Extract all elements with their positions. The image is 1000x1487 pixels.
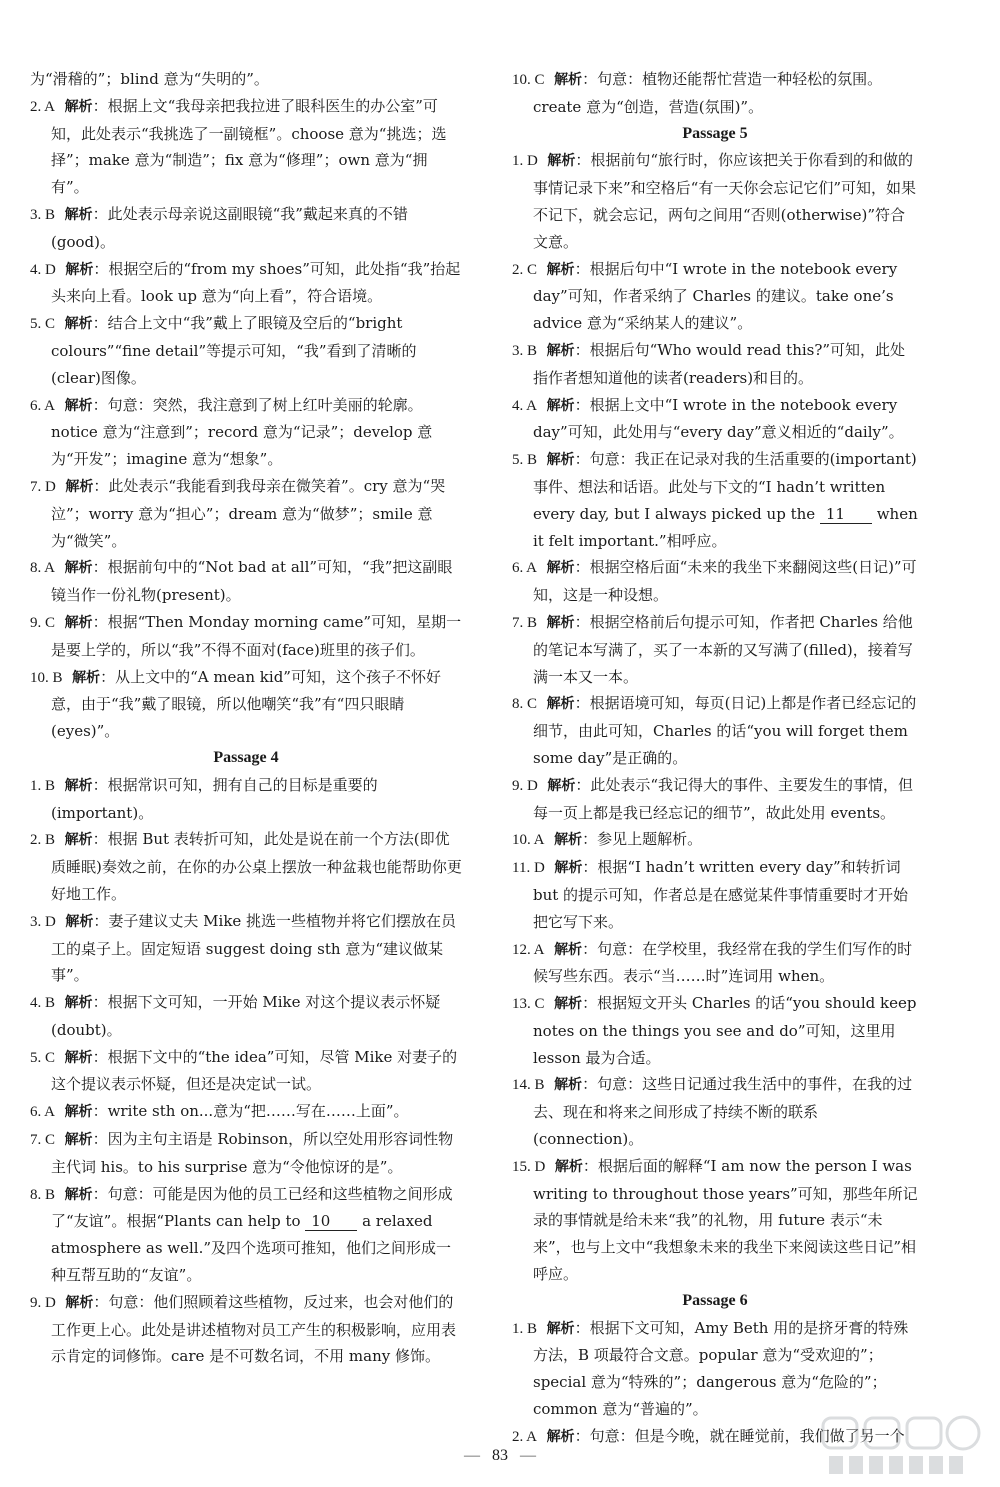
answer-item <box>512 446 918 554</box>
analysis-label: 解析 <box>554 941 583 958</box>
analysis-text: ：根据后面的解释“I am now the person I was writing to throughout those years”可知，那些年所记录的事情就是给未来“我”的礼物，用 future 表示“未来”，也与上文中“我想象未来的我坐下来阅读这些日记”相呼应。 <box>533 1156 918 1284</box>
answer-number: 12. A <box>512 941 545 958</box>
answer-number: 9. D <box>30 1294 56 1311</box>
analysis-text: ：根据空格后面“未来的我坐下来翻阅这些(日记)”可知，这是一种设想。 <box>533 558 917 605</box>
answer-item <box>30 609 462 664</box>
answer-item <box>512 1315 918 1423</box>
answer-number: 9. C <box>30 614 56 631</box>
analysis-text: ：根据上文中“I wrote in the notebook every day”可知，此处用与“every day”意义相近的“daily”。 <box>533 395 904 442</box>
answer-number: 10. A <box>512 832 545 849</box>
answer-number: 2. A <box>512 1428 538 1445</box>
analysis-text: ：此处表示“我能看到我母亲在微笑着”。cry 意为“哭泣”；worry 意为“担心”；dream 意为“做梦”；smile 意为“微笑”。 <box>51 476 446 550</box>
answer-item <box>30 554 462 609</box>
analysis-label: 解析 <box>64 1132 93 1149</box>
answer-number: 2. B <box>30 832 56 849</box>
page-number-value: 83 <box>492 1447 508 1464</box>
answer-number: 10. B <box>30 669 63 686</box>
answer-number: 3. D <box>30 913 56 930</box>
answer-item <box>30 826 462 907</box>
analysis-label: 解析 <box>547 153 576 170</box>
analysis-label: 解析 <box>554 860 583 877</box>
blank-number: 11 <box>820 505 872 524</box>
answer-number: 15. D <box>512 1158 546 1175</box>
analysis-label: 解析 <box>546 1428 575 1445</box>
blank-number: 10 <box>305 1212 357 1231</box>
analysis-label: 解析 <box>546 452 575 469</box>
analysis-text: ：结合上文中“我”戴上了眼镜及空后的“bright colours”“fine detail”等提示可知，“我”看到了清晰的(clear)图像。 <box>51 314 417 387</box>
analysis-text: ：根据前句中的“Not bad at all”可知，“我”把这副眼镜当作一份礼物(present)。 <box>51 558 453 605</box>
answer-item <box>512 256 918 337</box>
answer-item <box>512 392 918 447</box>
analysis-text-continued: a relaxed atmosphere as well.”及四个选项可推知，他们之间形成一种互帮互助的“友谊”。 <box>51 1212 452 1285</box>
analysis-text: ：根据短文开头 Charles 的话“you should keep notes on the things you see and do”可知，这里用 lesson 最为合适。 <box>533 994 917 1067</box>
analysis-label: 解析 <box>64 98 93 115</box>
answer-item <box>30 989 462 1044</box>
analysis-text: ：句意：但是今晚，就在睡觉前，我们做了另一个 <box>574 1426 905 1445</box>
analysis-text: ：从上文中的“A mean kid”可知，这个孩子不怀好意，由于“我”戴了眼镜，所以他嘲笑“我”有“四只眼睛(eyes)”。 <box>51 667 441 741</box>
answer-number: 11. D <box>512 860 545 877</box>
answer-item <box>30 310 462 391</box>
answer-number: 13. C <box>512 996 545 1013</box>
answer-number: 5. C <box>30 316 56 333</box>
answer-number: 5. B <box>512 452 538 469</box>
watermark-logo <box>815 1412 990 1482</box>
passage-heading: Passage 4 <box>213 748 279 766</box>
answer-item <box>30 392 462 473</box>
answer-number: 8. C <box>512 696 538 713</box>
page-dash-right: — <box>520 1447 536 1464</box>
analysis-text: ：根据“Then Monday morning came”可知，星期一是要上学的，所以“我”不得不面对(face)班里的孩子们。 <box>51 612 462 659</box>
answer-item <box>512 147 918 255</box>
analysis-text: ：因为主句主语是 Robinson，所以空处用形容词性物主代词 his。to his surprise 意为“令他惊讶的是”。 <box>51 1130 454 1176</box>
analysis-label: 解析 <box>64 777 93 794</box>
answer-item <box>512 690 918 771</box>
analysis-text: ：write sth on...意为“把……写在……上面”。 <box>92 1102 409 1121</box>
answer-number: 2. C <box>512 261 538 278</box>
analysis-label: 解析 <box>554 1077 583 1094</box>
answer-item <box>512 337 918 392</box>
answer-number: 7. C <box>30 1132 56 1149</box>
analysis-text-continued: when it felt important.”相呼应。 <box>533 504 918 550</box>
answer-number: 4. D <box>30 261 56 278</box>
right-column <box>512 66 918 1451</box>
analysis-label: 解析 <box>554 72 583 88</box>
answer-item <box>30 1126 462 1181</box>
answer-item <box>30 1181 462 1289</box>
analysis-text: 为“滑稽的”；blind 意为“失明的”。 <box>30 70 269 88</box>
analysis-text: ：句意：他们照顾着这些植物，反过来，也会对他们的工作更上心。此处是讲述植物对员工产生的积极影响，应用表示肯定的词修饰。care 是不可数名词，不用 many 修饰。 <box>51 1292 457 1366</box>
analysis-label: 解析 <box>546 614 575 631</box>
passage-heading: Passage 5 <box>682 124 748 142</box>
answer-item <box>512 609 918 690</box>
answer-item <box>30 473 462 554</box>
analysis-label: 解析 <box>64 995 93 1012</box>
analysis-text: ：句意：植物还能帮忙营造一种轻松的氛围。create 意为“创造，营造(氛围)”。 <box>533 70 883 116</box>
analysis-text: ：根据语境可知，每页(日记)上都是作者已经忘记的细节，由此可知，Charles 的话“you will forget them some day”是正确的。 <box>533 694 917 767</box>
analysis-label: 解析 <box>546 397 575 414</box>
answer-number: 9. D <box>512 777 538 794</box>
analysis-label: 解析 <box>554 996 583 1013</box>
analysis-text: ：根据后句“Who would read this?”可知，此处指作者想知道他的读者(readers)和目的。 <box>533 340 906 387</box>
answer-item <box>30 1044 462 1099</box>
answer-item <box>30 256 462 311</box>
analysis-text: ：句意：我正在记录对我的生活重要的(important)事件、想法和话语。此处与下文的“I hadn’t written every day, but I always picked up the <box>533 450 917 523</box>
analysis-text: ：参见上题解析。 <box>582 830 703 849</box>
analysis-text: ：根据空后的“from my shoes”可知，此处指“我”抬起头来向上看。look up 意为“向上看”，符合语境。 <box>51 259 461 306</box>
analysis-text: ：根据前句“旅行时，你应该把关于你看到的和做的事情记录下来”和空格后“有一天你会忘记它们”可知，如果不记下，就会忘记，两句之间用“否则(otherwise)”符合文意。 <box>533 151 917 251</box>
answer-number: 4. A <box>512 397 538 414</box>
answer-item <box>512 1071 918 1152</box>
analysis-text: ：根据下文中的“the idea”可知，尽管 Mike 对妻子的这个提议表示怀疑，但还是决定试一试。 <box>51 1047 458 1094</box>
answer-number: 14. B <box>512 1077 545 1094</box>
analysis-label: 解析 <box>546 1320 575 1337</box>
analysis-label: 解析 <box>546 342 575 359</box>
answer-item <box>30 201 462 256</box>
answer-number: 10. C <box>512 72 545 88</box>
answer-number: 6. A <box>30 397 56 414</box>
answer-number: 8. B <box>30 1186 56 1203</box>
analysis-label: 解析 <box>64 560 93 577</box>
answer-item <box>512 854 918 935</box>
analysis-text: ：根据下文可知，Amy Beth 用的是挤牙膏的特殊方法，B 项最符合文意。popular 意为“受欢迎的”；special 意为“特殊的”；dangerous 意为“危险的”；common 意为“普遍的”。 <box>533 1318 909 1419</box>
analysis-text: ：句意：这些日记通过我生活中的事件，在我的过去、现在和将来之间形成了持续不断的联系(connection)。 <box>533 1075 913 1149</box>
analysis-text: ：根据 But 表转折可知，此处是说在前一个方法(即优质睡眠)奏效之前，在你的办公桌上摆放一种盆栽也能帮助你更好地工作。 <box>51 830 462 903</box>
answer-item <box>30 664 462 745</box>
answer-item <box>30 1098 462 1126</box>
answer-number: 1. B <box>30 777 56 794</box>
analysis-label: 解析 <box>65 1294 94 1311</box>
answer-number: 6. A <box>30 1104 56 1121</box>
answer-number: 7. B <box>512 614 538 631</box>
answer-number: 1. D <box>512 153 538 170</box>
answer-item <box>30 772 462 827</box>
answer-item <box>512 772 918 827</box>
answer-number: 4. B <box>30 995 56 1012</box>
analysis-text: ：此处表示母亲说这副眼镜“我”戴起来真的不错(good)。 <box>51 204 408 251</box>
analysis-label: 解析 <box>546 696 575 713</box>
analysis-label: 解析 <box>65 913 94 930</box>
answer-number: 3. B <box>30 206 56 223</box>
analysis-text: ：根据下文可知，一开始 Mike 对这个提议表示怀疑(doubt)。 <box>51 993 441 1039</box>
answer-item <box>512 554 918 609</box>
continued-text <box>30 66 462 93</box>
answer-item <box>30 908 462 989</box>
analysis-label: 解析 <box>546 261 575 278</box>
analysis-label: 解析 <box>72 669 101 686</box>
analysis-label: 解析 <box>64 1104 93 1121</box>
analysis-label: 解析 <box>64 1186 93 1203</box>
answer-number: 3. B <box>512 342 538 359</box>
analysis-label: 解析 <box>64 1049 93 1066</box>
analysis-text: ：根据空格前后句提示可知，作者把 Charles 给他的笔记本写满了，买了一本新的又写满了(filled)，接着写满一本又一本。 <box>533 612 913 686</box>
analysis-label: 解析 <box>546 560 575 577</box>
page-dash-left: — <box>464 1447 480 1464</box>
passage-heading: Passage 6 <box>682 1291 748 1309</box>
analysis-text: ：根据常识可知，拥有自己的目标是重要的(important)。 <box>51 775 378 822</box>
analysis-text: ：此处表示“我记得大的事件、主要发生的事情，但每一页上都是我已经忘记的细节”，故此处用 events。 <box>533 775 914 822</box>
answer-item <box>30 1289 462 1370</box>
analysis-label: 解析 <box>65 478 94 495</box>
answer-item <box>30 93 462 201</box>
answer-number: 7. D <box>30 478 56 495</box>
analysis-label: 解析 <box>65 261 94 278</box>
analysis-text: ：根据“I hadn’t written every day”和转折词 but 的提示可知，作者总是在感觉某件事情重要时才开始把它写下来。 <box>533 858 909 931</box>
analysis-label: 解析 <box>547 777 576 794</box>
analysis-text: ：根据上文“我母亲把我拉进了眼科医生的办公室”可知，此处表示“我挑选了一副镜框”。choose 意为“挑选；选择”；make 意为“制造”；fix 意为“修理”；own 意为“拥有”。 <box>51 96 447 197</box>
answer-item <box>512 826 918 854</box>
answer-item <box>512 66 918 121</box>
answer-number: 6. A <box>512 560 538 577</box>
analysis-label: 解析 <box>64 614 93 631</box>
answer-item <box>512 990 918 1071</box>
answer-number: 8. A <box>30 560 56 577</box>
analysis-label: 解析 <box>554 832 583 849</box>
answer-number: 2. A <box>30 98 56 115</box>
analysis-label: 解析 <box>64 206 93 223</box>
analysis-label: 解析 <box>64 832 93 849</box>
analysis-label: 解析 <box>554 1158 583 1175</box>
answer-number: 5. C <box>30 1049 56 1066</box>
analysis-text: ：句意：突然，我注意到了树上红叶美丽的轮廓。notice 意为“注意到”；record 意为“记录”；develop 意为“开发”；imagine 意为“想象”。 <box>51 395 433 469</box>
left-column <box>30 66 462 1370</box>
answer-item <box>512 1153 918 1288</box>
analysis-label: 解析 <box>64 397 93 414</box>
analysis-text: ：妻子建议丈夫 Mike 挑选一些植物并将它们摆放在员工的桌子上。固定短语 suggest doing sth 意为“建议做某事”。 <box>51 911 457 985</box>
analysis-label: 解析 <box>64 316 93 333</box>
answer-item <box>512 936 918 991</box>
analysis-text: ：句意：可能是因为他的员工已经和这些植物之间形成了“友谊”。根据“Plants can help to <box>51 1184 453 1231</box>
analysis-text: ：句意：在学校里，我经常在我的学生们写作的时候写些东西。表示“当……时”连词用 when。 <box>533 939 913 986</box>
answer-number: 1. B <box>512 1320 538 1337</box>
analysis-text: ：根据后句中“I wrote in the notebook every day”可知，作者采纳了 Charles 的建议。take one’s advice 意为“采纳某人的建议”。 <box>533 259 898 333</box>
